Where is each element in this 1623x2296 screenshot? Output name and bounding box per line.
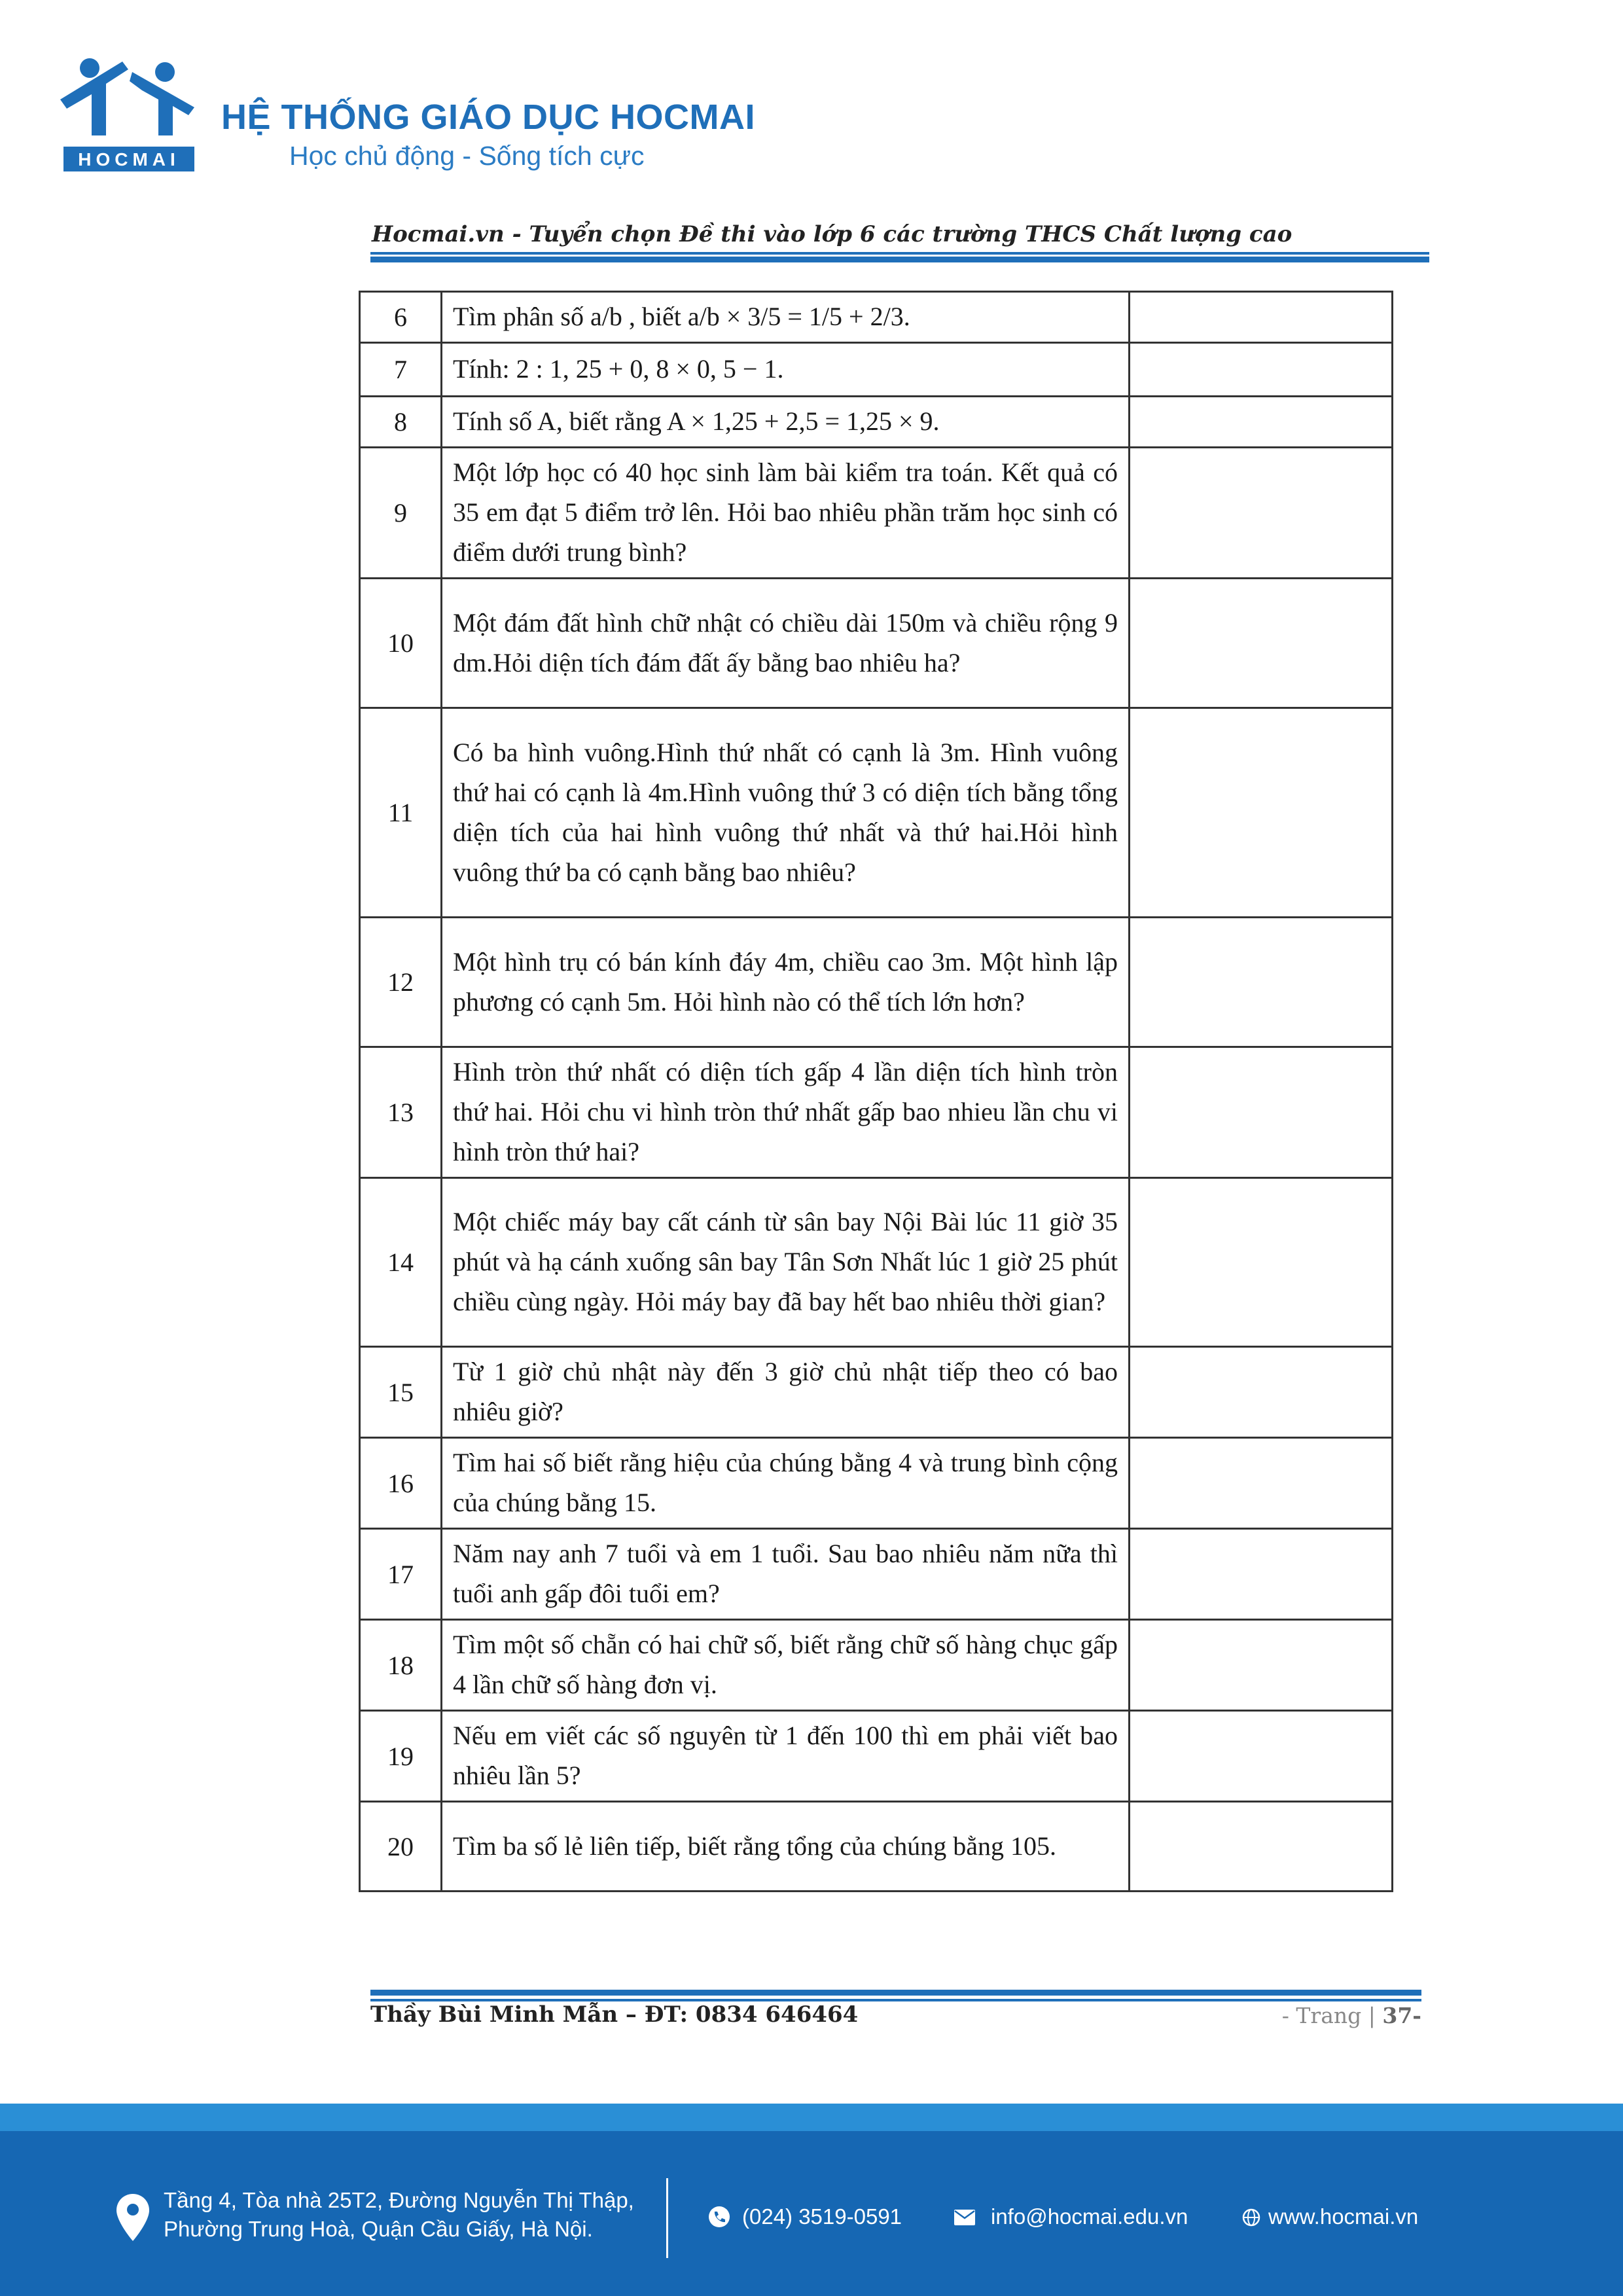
table-row xyxy=(360,1438,1393,1529)
question-text: Nếu em viết các số nguyên từ 1 đến 100 thì em phải viết bao nhiêu lần 5? xyxy=(442,1711,1130,1802)
question-number: 9 xyxy=(360,448,442,579)
document-header: Hocmai.vn - Tuyển chọn Đề thi vào lớp 6 các trường THCS Chất lượng cao xyxy=(372,221,1293,247)
answer-cell xyxy=(1130,1047,1393,1178)
question-text: Một lớp học có 40 học sinh làm bài kiểm tra toán. Kết quả có 35 em đạt 5 điểm trở lên. Hỏi bao nhiêu phần trăm học sinh có điểm dưới trung bình? xyxy=(442,448,1130,579)
question-number: 16 xyxy=(360,1438,442,1529)
author-line: Thầy Bùi Minh Mẫn – ĐT: 0834 646464 xyxy=(370,2001,859,2028)
question-text: Hình tròn thứ nhất có diện tích gấp 4 lần diện tích hình tròn thứ hai. Hỏi chu vi hình tròn thứ nhất gấp bao nhieu lần chu vi hình tròn thứ hai? xyxy=(442,1047,1130,1178)
question-text: Một đám đất hình chữ nhật có chiều dài 150m và chiều rộng 9 dm.Hỏi diện tích đám đất ấy bằng bao nhiêu ha? xyxy=(442,579,1130,708)
answer-cell xyxy=(1130,397,1393,448)
question-number: 10 xyxy=(360,579,442,708)
question-text: Tính số A, biết rằng A × 1,25 + 2,5 = 1,25 × 9. xyxy=(442,397,1130,448)
page-number xyxy=(1282,2003,1421,2028)
answer-cell xyxy=(1130,579,1393,708)
brand-slogan: Học chủ động - Sống tích cực xyxy=(289,141,645,171)
question-number: 7 xyxy=(360,343,442,397)
email-link[interactable]: info@hocmai.edu.vn xyxy=(991,2204,1188,2229)
answer-cell xyxy=(1130,1620,1393,1711)
question-text: Năm nay anh 7 tuổi và em 1 tuổi. Sau bao nhiêu năm nữa thì tuổi anh gấp đôi tuổi em? xyxy=(442,1529,1130,1620)
answer-cell xyxy=(1130,448,1393,579)
question-number: 6 xyxy=(360,292,442,343)
globe-icon xyxy=(1242,2208,1260,2227)
answer-cell xyxy=(1130,1438,1393,1529)
location-pin-icon xyxy=(116,2194,149,2241)
phone-number[interactable]: (024) 3519-0591 xyxy=(742,2204,902,2229)
email-icon xyxy=(954,2210,975,2225)
answer-cell xyxy=(1130,292,1393,343)
question-number: 12 xyxy=(360,918,442,1047)
table-row xyxy=(360,1711,1393,1802)
question-text: Tính: 2 : 1, 25 + 0, 8 × 0, 5 − 1. xyxy=(442,343,1130,397)
brand-title: HỆ THỐNG GIÁO DỤC HOCMAI xyxy=(221,98,755,137)
question-number: 15 xyxy=(360,1347,442,1438)
table-row xyxy=(360,292,1393,343)
footer-band-light xyxy=(0,2104,1623,2131)
page-number-value: 37- xyxy=(1382,2003,1421,2028)
questions-table xyxy=(359,291,1393,1892)
question-number: 20 xyxy=(360,1802,442,1892)
answer-cell xyxy=(1130,918,1393,1047)
question-number: 19 xyxy=(360,1711,442,1802)
question-text: Tìm một số chẵn có hai chữ số, biết rằng chữ số hàng chục gấp 4 lần chữ số hàng đơn vị. xyxy=(442,1620,1130,1711)
answer-cell xyxy=(1130,1802,1393,1892)
header-rule-thin xyxy=(370,252,1429,255)
phone-icon xyxy=(708,2206,730,2228)
question-text: Một hình trụ có bán kính đáy 4m, chiều cao 3m. Một hình lập phương có cạnh 5m. Hỏi hình nào có thể tích lớn hơn? xyxy=(442,918,1130,1047)
question-number: 11 xyxy=(360,708,442,918)
address xyxy=(164,2186,634,2244)
table-row xyxy=(360,708,1393,918)
table-row xyxy=(360,1620,1393,1711)
questions-table-body xyxy=(360,292,1393,1892)
question-number: 14 xyxy=(360,1178,442,1347)
hocmai-logo-icon xyxy=(60,54,198,178)
question-number: 17 xyxy=(360,1529,442,1620)
table-row xyxy=(360,1529,1393,1620)
table-row xyxy=(360,343,1393,397)
table-row xyxy=(360,918,1393,1047)
question-text: Tìm hai số biết rằng hiệu của chúng bằng 4 và trung bình cộng của chúng bằng 15. xyxy=(442,1438,1130,1529)
logo-wordmark: HOCMAI xyxy=(78,149,180,170)
answer-cell xyxy=(1130,343,1393,397)
address-line-2: Phường Trung Hoà, Quận Cầu Giấy, Hà Nội. xyxy=(164,2217,593,2241)
address-line-1: Tầng 4, Tòa nhà 25T2, Đường Nguyễn Thị Thập, xyxy=(164,2188,634,2212)
table-row xyxy=(360,579,1393,708)
question-number: 18 xyxy=(360,1620,442,1711)
header-rule-thick xyxy=(370,257,1429,262)
footer-divider xyxy=(666,2178,668,2258)
answer-cell xyxy=(1130,1711,1393,1802)
website-link[interactable]: www.hocmai.vn xyxy=(1268,2204,1419,2229)
question-text: Từ 1 giờ chủ nhật này đến 3 giờ chủ nhật tiếp theo có bao nhiêu giờ? xyxy=(442,1347,1130,1438)
table-row xyxy=(360,448,1393,579)
question-text: Tìm ba số lẻ liên tiếp, biết rằng tổng của chúng bằng 105. xyxy=(442,1802,1130,1892)
table-row xyxy=(360,1178,1393,1347)
question-number: 13 xyxy=(360,1047,442,1178)
page-prefix: - Trang | xyxy=(1281,2003,1376,2028)
question-text: Tìm phân số a/b , biết a/b × 3/5 = 1/5 + 2/3. xyxy=(442,292,1130,343)
question-text: Có ba hình vuông.Hình thứ nhất có cạnh là 3m. Hình vuông thứ hai có cạnh là 4m.Hình vuông thứ 3 có diện tích bằng tổng diện tích của hai hình vuông thứ nhất và thứ hai.Hỏi hình vuông thứ ba có cạnh bằng bao nhiêu? xyxy=(442,708,1130,918)
table-row xyxy=(360,1047,1393,1178)
question-text: Một chiếc máy bay cất cánh từ sân bay Nội Bài lúc 11 giờ 35 phút và hạ cánh xuống sân bay Tân Sơn Nhất lúc 1 giờ 25 phút chiều cùng ngày. Hỏi máy bay đã bay hết bao nhiêu thời gian? xyxy=(442,1178,1130,1347)
answer-cell xyxy=(1130,1529,1393,1620)
table-row xyxy=(360,397,1393,448)
answer-cell xyxy=(1130,708,1393,918)
answer-cell xyxy=(1130,1347,1393,1438)
question-number: 8 xyxy=(360,397,442,448)
hocmai-logo xyxy=(60,54,198,178)
answer-cell xyxy=(1130,1178,1393,1347)
table-row xyxy=(360,1347,1393,1438)
table-row xyxy=(360,1802,1393,1892)
footer-rule-thick xyxy=(370,1990,1421,1996)
